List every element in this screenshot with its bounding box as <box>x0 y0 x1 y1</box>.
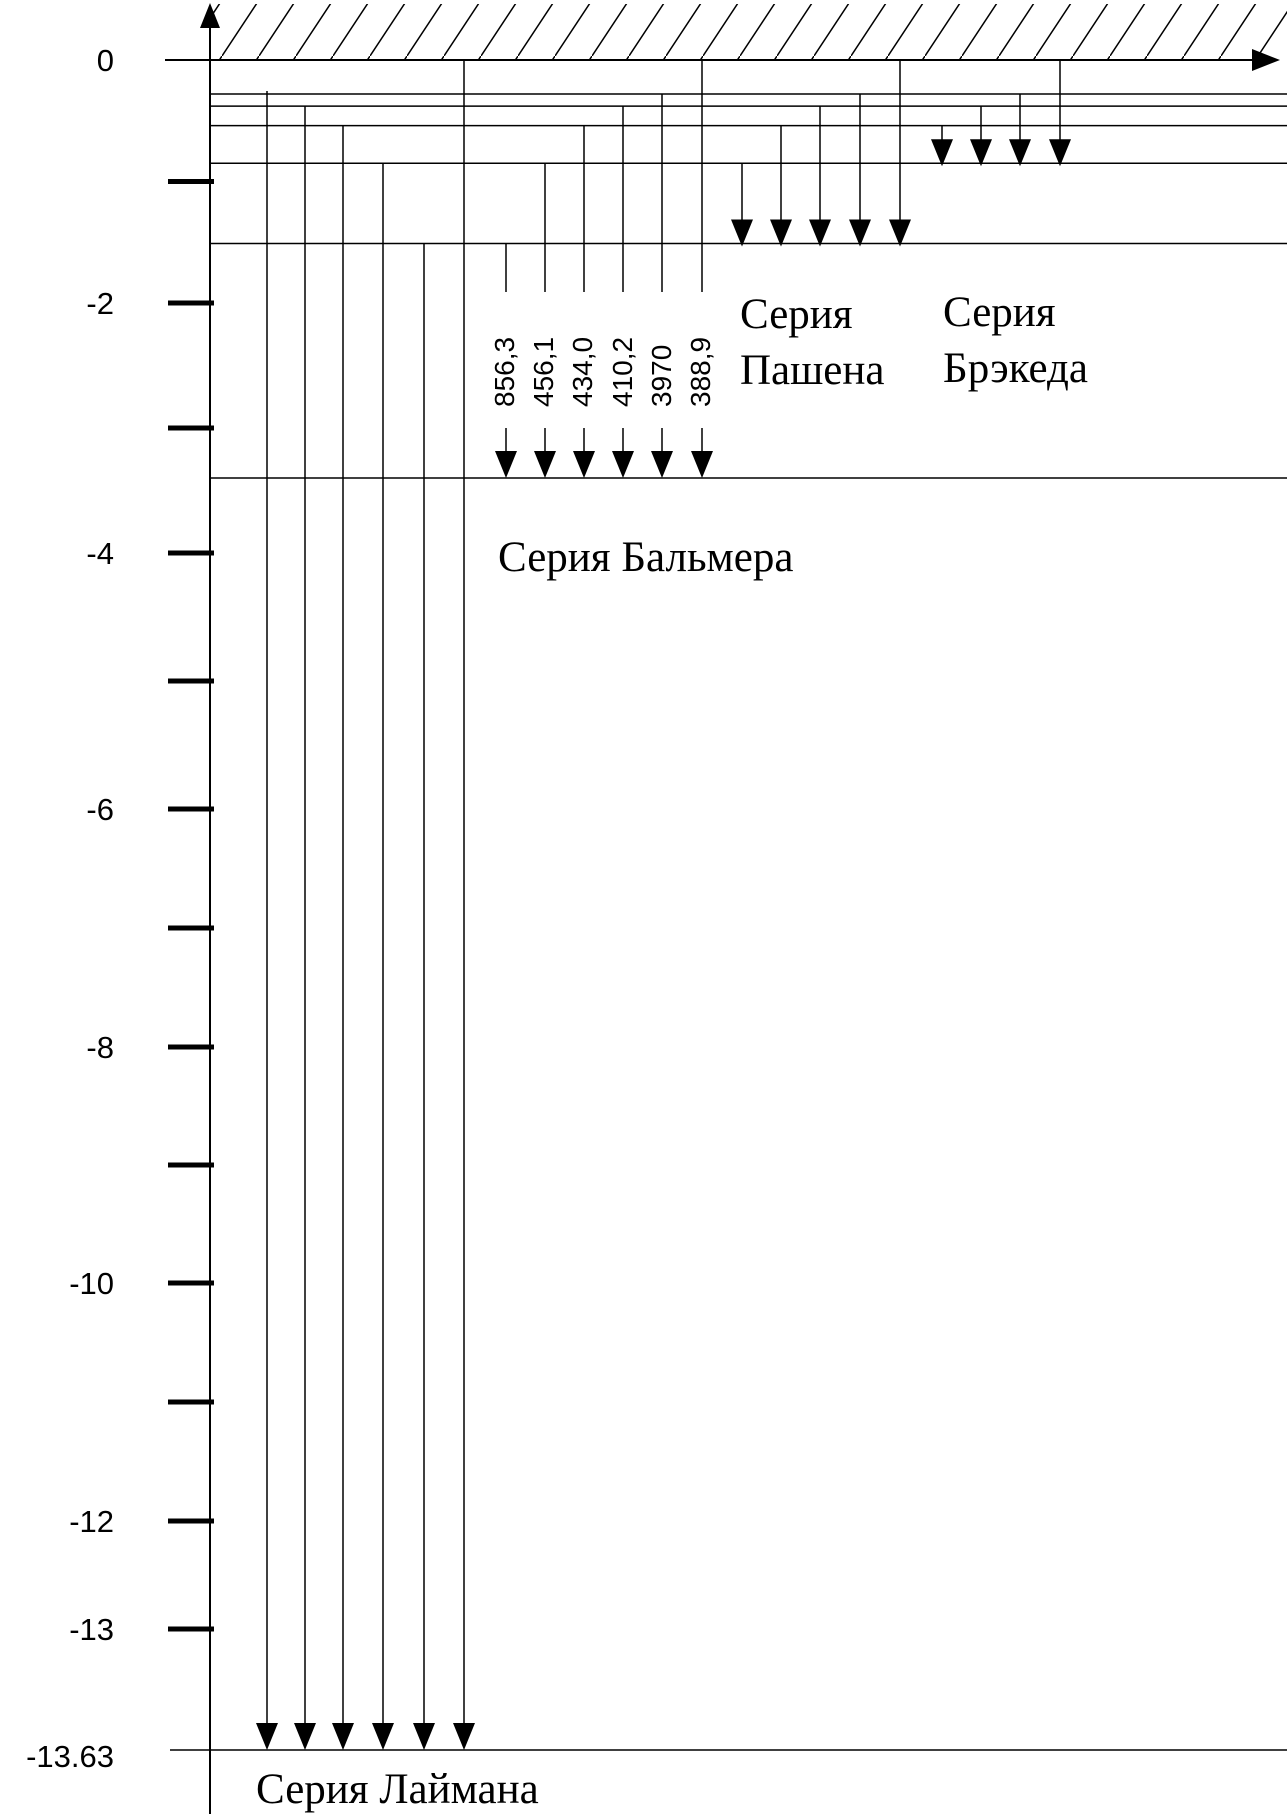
wavelength-label: 434,0 <box>567 336 598 407</box>
brackett-transition <box>1049 60 1071 166</box>
axis-tick-label: -13.63 <box>26 1739 114 1774</box>
arrow-head-icon <box>809 219 831 246</box>
paschen-transition <box>889 60 911 246</box>
arrow-head-icon <box>849 219 871 246</box>
balmer-transition <box>612 106 634 478</box>
axis-tick-label: -12 <box>69 1504 114 1539</box>
brackett-series-label: Серия <box>943 289 1056 336</box>
axis-ticks <box>26 43 214 1774</box>
lyman-transition <box>256 91 278 1750</box>
paschen-transition <box>809 106 831 246</box>
brackett-transition <box>931 126 953 167</box>
wavelength-label: 3970 <box>646 344 677 407</box>
axis-tick-label: -10 <box>69 1266 114 1301</box>
brackett-transition <box>1009 94 1031 166</box>
balmer-wavelengths <box>489 337 716 407</box>
balmer-transition <box>573 126 595 478</box>
axis-tick-label: -13 <box>69 1612 114 1647</box>
paschen-transition <box>849 94 871 246</box>
axis-tick-label: -4 <box>86 536 114 571</box>
arrow-head-icon <box>731 219 753 246</box>
arrow-head-icon <box>931 139 953 166</box>
arrow-head-icon <box>889 219 911 246</box>
wavelength-label: 856,3 <box>489 336 520 407</box>
arrow-head-icon <box>332 1723 354 1750</box>
axis-tick-label: -8 <box>86 1030 114 1065</box>
lyman-series-label: Серия Лаймана <box>256 1766 539 1813</box>
axis-tick-label: 0 <box>96 43 114 78</box>
lyman-transition <box>413 243 435 1749</box>
arrow-head-icon <box>453 1723 475 1750</box>
axis-tick-label: -6 <box>86 792 114 827</box>
arrow-head-icon <box>651 451 673 478</box>
axis-tick-label: -2 <box>86 286 114 321</box>
wavelength-label: 456,1 <box>528 336 559 407</box>
wavelength-label: 410,2 <box>607 336 638 407</box>
continuum-hatch <box>210 4 1287 60</box>
balmer-transition <box>534 163 556 478</box>
arrow-head-icon <box>1049 139 1071 166</box>
arrow-head-icon <box>1009 139 1031 166</box>
balmer-transition <box>651 94 673 478</box>
brackett-series-label: Брэкеда <box>943 345 1089 392</box>
paschen-transition <box>731 163 753 246</box>
lyman-transition <box>453 60 475 1750</box>
paschen-series-label: Пашена <box>740 347 885 394</box>
brackett-transition <box>970 106 992 166</box>
arrow-head-icon <box>256 1723 278 1750</box>
lyman-transition <box>372 163 394 1750</box>
lyman-transition <box>332 126 354 1750</box>
arrow-head-icon <box>770 219 792 246</box>
wavelength-label: 388,9 <box>685 336 716 407</box>
arrow-head-icon <box>534 451 556 478</box>
balmer-transition <box>691 60 713 478</box>
arrow-head-icon <box>372 1723 394 1750</box>
arrow-head-icon <box>495 451 517 478</box>
energy-levels <box>170 94 1287 1750</box>
arrow-head-icon <box>612 451 634 478</box>
axes <box>165 3 1280 1814</box>
arrow-head-icon <box>691 451 713 478</box>
arrow-head-icon <box>413 1723 435 1750</box>
lyman-transition <box>294 106 316 1750</box>
paschen-series-label: Серия <box>740 291 853 338</box>
arrow-head-icon <box>294 1723 316 1750</box>
balmer-series-label: Серия Бальмера <box>498 534 794 581</box>
paschen-transition <box>770 126 792 247</box>
arrow-head-icon <box>573 451 595 478</box>
arrow-head-icon <box>970 139 992 166</box>
